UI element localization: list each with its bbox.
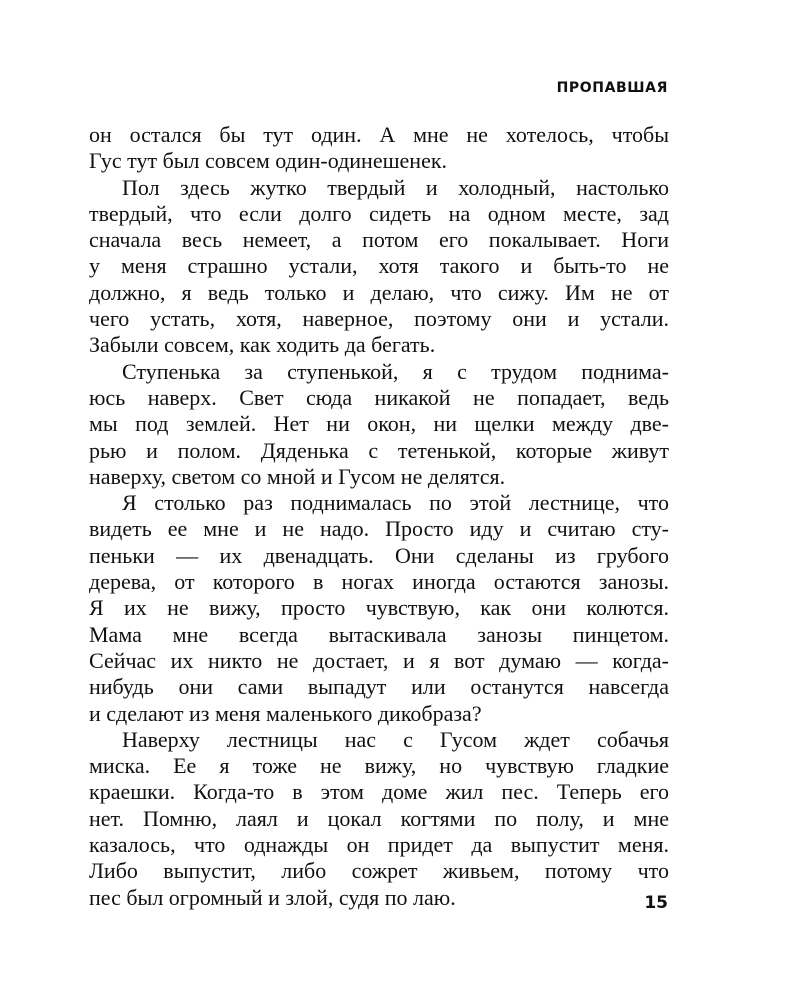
paragraph (89, 359, 669, 490)
text-line: Гус тут был совсем один-одинешенек. (89, 148, 448, 174)
text-line: Ступенька за ступенькой, я с трудом поднима- (122, 358, 669, 384)
text-line: мы под землей. Нет ни окон, ни щелки между две- (89, 411, 669, 437)
text-line: казалось, что однажды он придет да выпустит меня. (89, 832, 669, 858)
body-text (89, 122, 669, 911)
text-line: краешки. Когда-то в этом доме жил пес. Теперь его (89, 779, 669, 805)
text-line: он остался бы тут один. А мне не хотелось, чтобы (89, 122, 669, 147)
paragraph (89, 122, 669, 175)
text-line: Я их не вижу, просто чувствую, как они колются. (89, 595, 669, 621)
text-line: должно, я ведь только и делаю, что сижу. Им не от (89, 279, 669, 305)
running-head: ПРОПАВШАЯ (556, 80, 668, 96)
paragraph (89, 727, 669, 911)
text-line: миска. Ее я тоже не вижу, но чувствую гладкие (89, 753, 669, 779)
text-line: твердый, что если долго сидеть на одном месте, зад (89, 200, 669, 226)
text-line: юсь наверх. Свет сюда никакой не попадает, ведь (89, 384, 669, 410)
text-line: пеньки — их двенадцать. Они сделаны из грубого (89, 542, 669, 568)
text-line: видеть ее мне и не надо. Просто иду и считаю сту- (89, 516, 669, 542)
paragraph (89, 175, 669, 359)
text-line: пес был огромный и злой, судя по лаю. (89, 884, 456, 910)
text-line: Сейчас их никто не достает, и я вот думаю — когда- (89, 647, 669, 673)
text-line: дерева, от которого в ногах иногда остаются занозы. (89, 569, 669, 595)
text-line: и сделают из меня маленького дикобраза? (89, 700, 482, 726)
text-line: Либо выпустит, либо сожрет живьем, потому что (89, 858, 669, 884)
text-line: сначала весь немеет, а потом его покалывает. Ноги (89, 227, 669, 253)
text-line: нибудь они сами выпадут или останутся навсегда (89, 674, 669, 700)
text-line: Наверху лестницы нас с Гусом ждет собачья (122, 726, 669, 752)
text-line: у меня страшно устали, хотя такого и быть-то не (89, 253, 669, 279)
text-line: чего устать, хотя, наверное, поэтому они и устали. (89, 306, 669, 332)
text-line: Я столько раз поднималась по этой лестнице, что (122, 490, 669, 516)
text-line: нет. Помню, лаял и цокал когтями по полу, и мне (89, 805, 669, 831)
text-line: рью и полом. Дяденька с тетенькой, которые живут (89, 437, 669, 463)
text-line: Пол здесь жутко твердый и холодный, настолько (122, 174, 669, 200)
text-line: Мама мне всегда вытаскивала занозы пинцетом. (89, 621, 669, 647)
page-number: 15 (644, 893, 668, 913)
text-line: наверху, светом со мной и Гусом не делятся. (89, 463, 506, 489)
text-line: Забыли совсем, как ходить да бегать. (89, 332, 436, 358)
paragraph (89, 490, 669, 727)
